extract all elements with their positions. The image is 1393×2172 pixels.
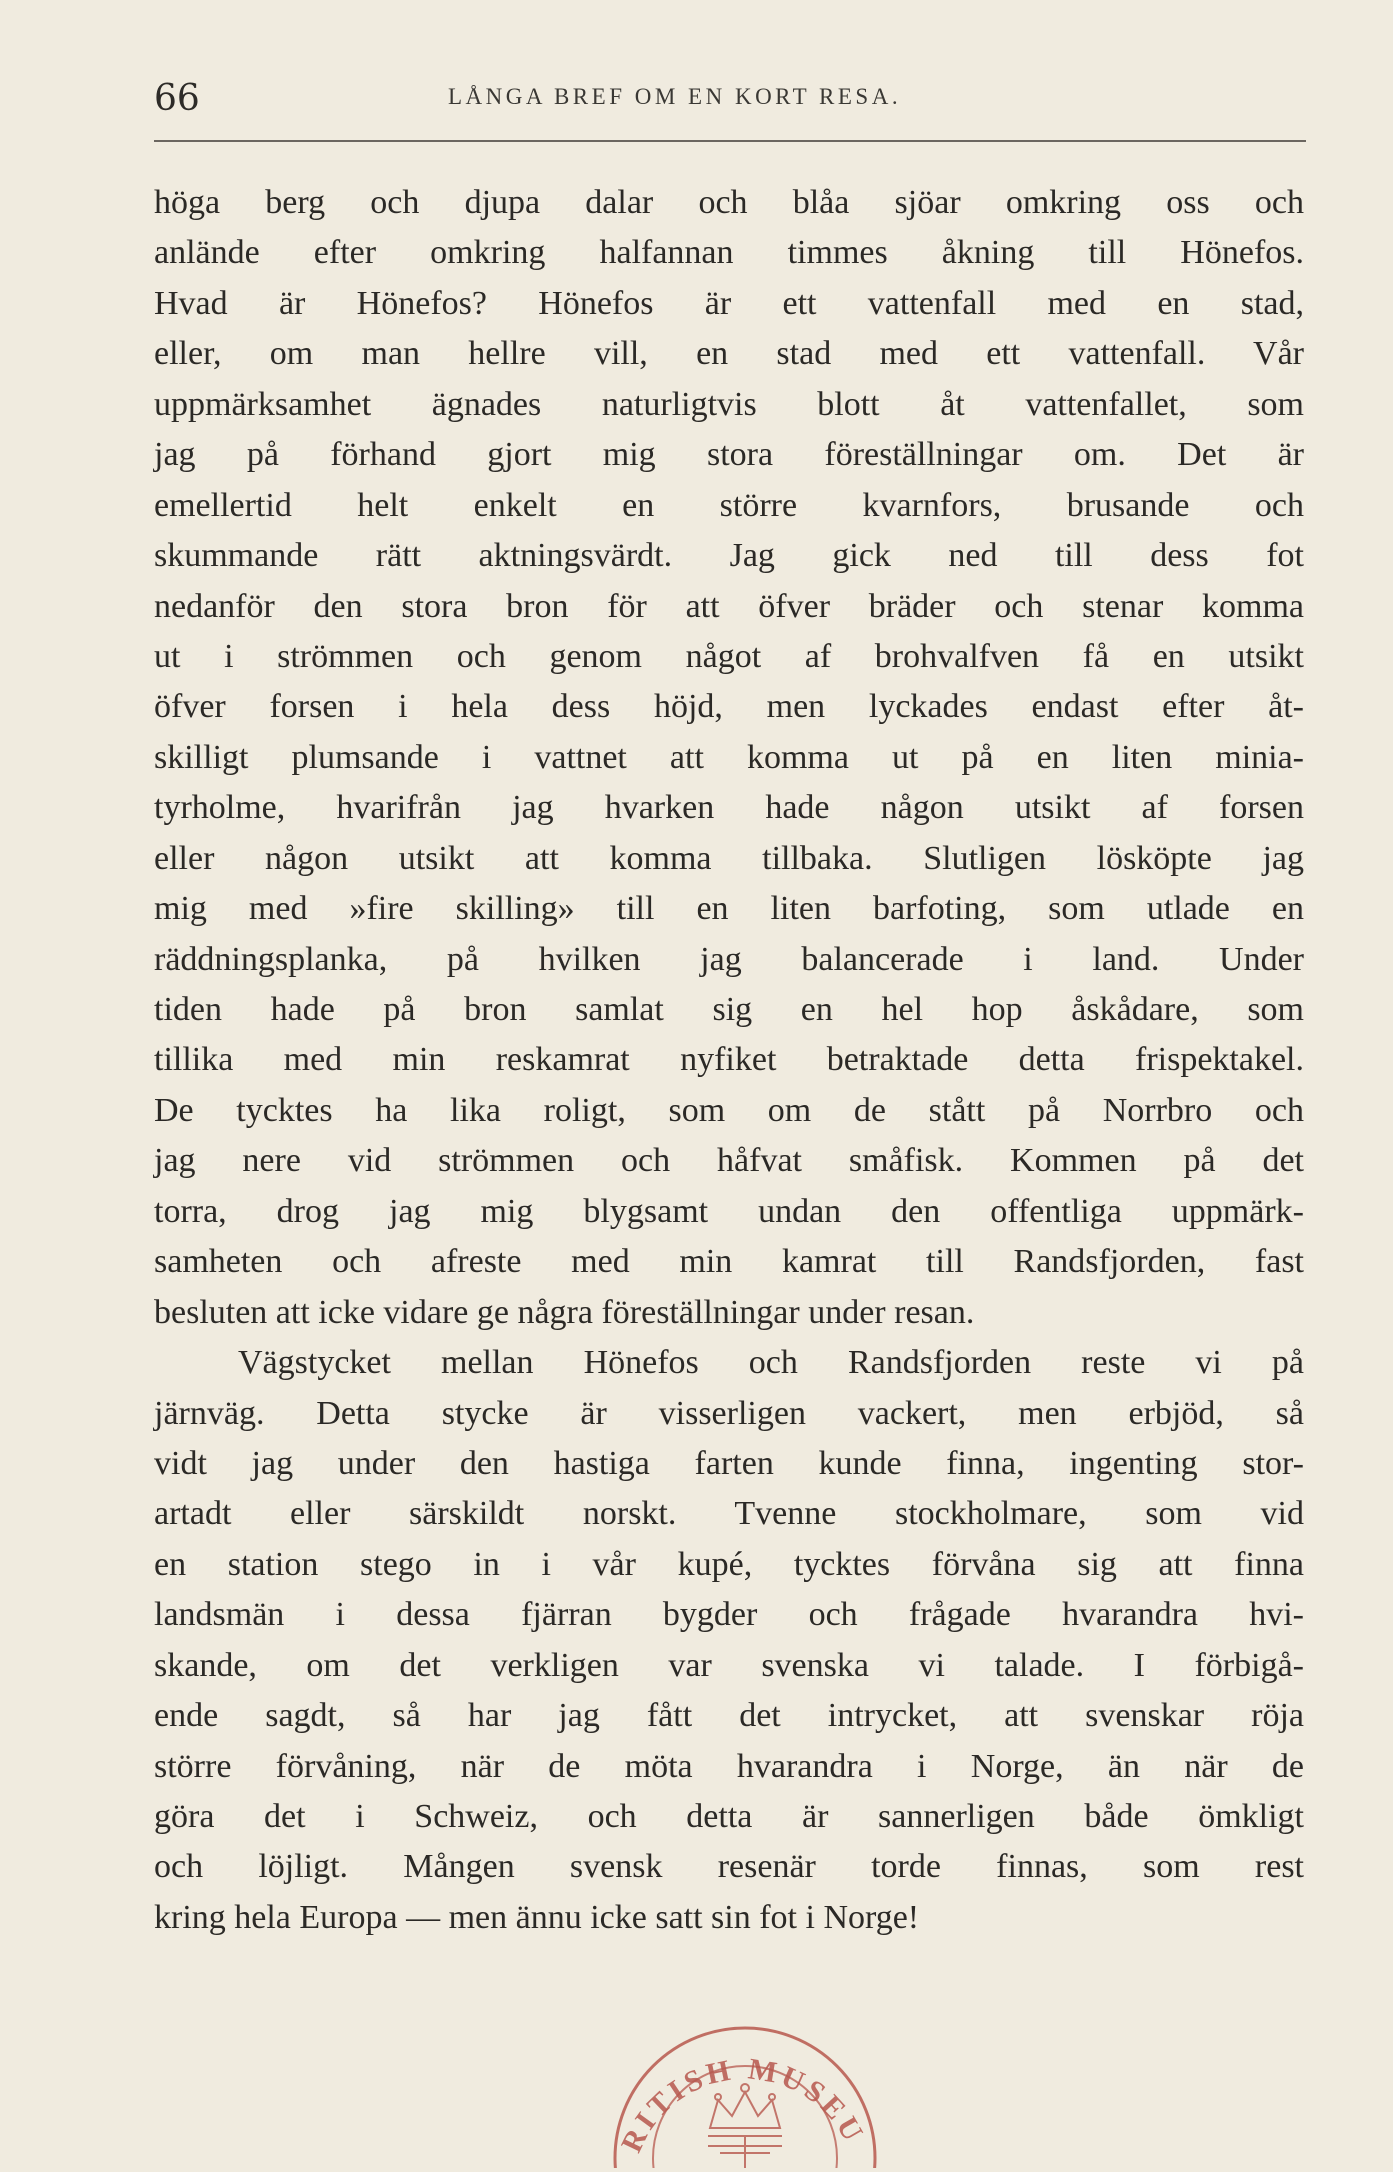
text-line: anlände efter omkring halfannan timmes åkning till Hönefos.: [154, 234, 1304, 272]
text-line: nedanför den stora bron för att öfver bräder och stenar komma: [154, 587, 1304, 625]
text-line: uppmärksamhet ägnades naturligtvis blott åt vattenfallet, som: [154, 385, 1304, 423]
text-line: göra det i Schweiz, och detta är sannerligen både ömkligt: [154, 1798, 1304, 1835]
text-line: tiden hade på bron samlat sig en hel hop åskådare, som: [154, 991, 1304, 1028]
text-line: kring hela Europa — men ännu icke satt sin fot i Norge!: [154, 1898, 920, 1936]
text-line: och löjligt. Mången svensk resenär torde finnas, som rest: [154, 1848, 1304, 1886]
british-museum-stamp: [590, 2008, 900, 2168]
text-line: besluten att icke vidare ge några föreställningar under resan.: [154, 1293, 975, 1331]
text-line: eller, om man hellre vill, en stad med ett vattenfall. Vår: [154, 335, 1304, 373]
text-line: jag på förhand gjort mig stora föreställningar om. Det är: [154, 436, 1304, 474]
text-line: en station stego in i vår kupé, tycktes förvåna sig att finna: [154, 1545, 1304, 1583]
text-line: emellertid helt enkelt en större kvarnfors, brusande och: [154, 486, 1304, 524]
running-head: LÅNGA BREF OM EN KORT RESA.: [448, 84, 902, 109]
text-line: skande, om det verkligen var svenska vi talade. I förbigå-: [154, 1646, 1304, 1684]
body-text: [154, 178, 1304, 1943]
text-line: eller någon utsikt att komma tillbaka. Slutligen lösköpte jag: [154, 839, 1304, 877]
header-rule: [154, 140, 1306, 142]
text-line: skummande rätt aktningsvärdt. Jag gick ned till dess fot: [154, 537, 1304, 575]
text-line: höga berg och djupa dalar och blåa sjöar omkring oss och: [154, 184, 1304, 221]
text-line: ende sagdt, så har jag fått det intrycket, att svenskar röja: [154, 1697, 1304, 1735]
text-line: landsmän i dessa fjärran bygder och frågade hvarandra hvi-: [154, 1596, 1304, 1634]
text-line: jag nere vid strömmen och håfvat småfisk. Kommen på det: [154, 1142, 1304, 1180]
text-line: ut i strömmen och genom något af brohvalfven få en utsikt: [154, 637, 1304, 675]
text-line: vidt jag under den hastiga farten kunde finna, ingenting stor-: [154, 1444, 1304, 1482]
text-line: skilligt plumsande i vattnet att komma ut på en liten minia-: [154, 738, 1304, 776]
text-line: räddningsplanka, på hvilken jag balancerade i land. Under: [154, 940, 1304, 978]
text-line-paragraph-start: Vägstycket mellan Hönefos och Randsfjorden reste vi på: [238, 1344, 1304, 1382]
text-line: tyrholme, hvarifrån jag hvarken hade någon utsikt af forsen: [154, 789, 1304, 827]
text-line: artadt eller särskildt norskt. Tvenne stockholmare, som vid: [154, 1495, 1304, 1533]
page-number: 66: [154, 78, 200, 119]
text-line: De tycktes ha lika roligt, som om de stått på Norrbro och: [154, 1091, 1304, 1129]
text-line: större förvåning, när de möta hvarandra i Norge, än när de: [154, 1747, 1304, 1785]
text-line: järnväg. Detta stycke är visserligen vackert, men erbjöd, så: [154, 1394, 1304, 1432]
text-line: mig med »fire skilling» till en liten barfoting, som utlade en: [154, 890, 1304, 928]
text-line: tillika med min reskamrat nyfiket betraktade detta frispektakel.: [154, 1041, 1304, 1079]
page-header: [154, 78, 1304, 128]
text-line: torra, drog jag mig blygsamt undan den offentliga uppmärk-: [154, 1192, 1304, 1230]
text-line: öfver forsen i hela dess höjd, men lyckades endast efter åt-: [154, 688, 1304, 726]
text-line: Hvad är Hönefos? Hönefos är ett vattenfall med en stad,: [154, 284, 1304, 322]
svg-text:BRITISH MUSEUM: RITISH MUSEU: [614, 2052, 872, 2158]
text-line: samheten och afreste med min kamrat till Randsfjorden, fast: [154, 1243, 1304, 1281]
